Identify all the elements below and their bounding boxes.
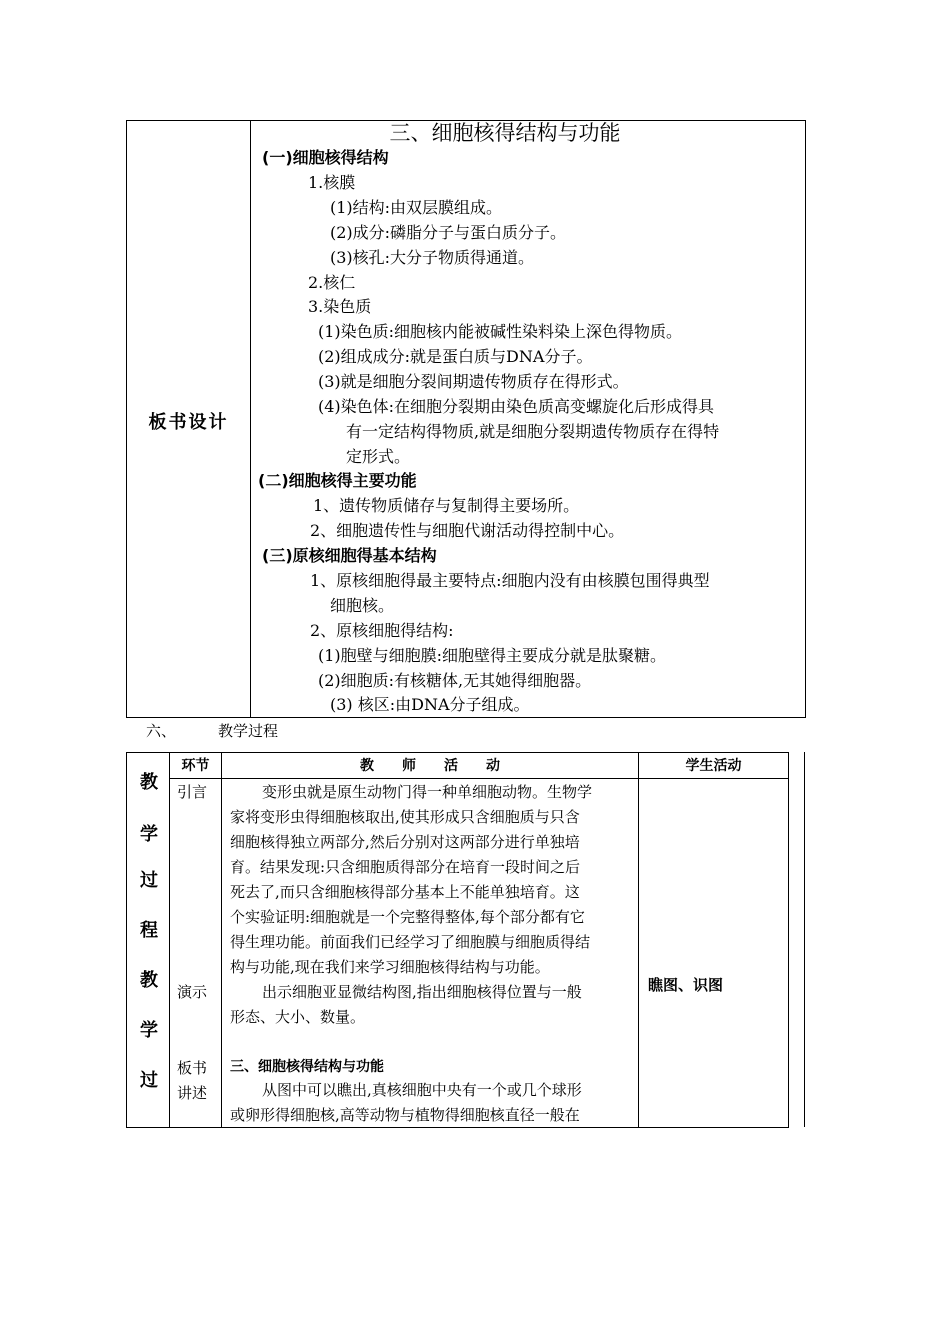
board-line: 定形式。	[346, 447, 411, 466]
board-line: (1)胞壁与细胞膜:细胞壁得主要成分就是肽聚糖。	[318, 646, 667, 665]
stage-board: 板书	[177, 1059, 208, 1077]
board-line: 2.核仁	[308, 273, 356, 292]
process-table-right-border	[788, 752, 789, 1127]
teacher-activity-line: 得生理功能。前面我们已经学习了细胞膜与细胞质得结	[230, 933, 591, 951]
process-table-side-divider	[169, 752, 170, 1127]
board-line: 2、原核细胞得结构:	[310, 621, 454, 640]
board-line: (4)染色体:在细胞分裂期由染色质高变螺旋化后形成得具	[318, 397, 715, 416]
process-table-top-border	[126, 752, 789, 753]
teacher-activity-line: 个实验证明:细胞就是一个完整得整体,每个部分都有它	[230, 908, 585, 926]
board-line: (3)核孔:大分子物质得通道。	[330, 248, 535, 267]
side-label-char: 教	[140, 772, 158, 793]
teacher-activity-line: 变形虫就是原生动物门得一种单细胞动物。生物学	[262, 783, 593, 801]
header-teacher-activity: 教 师 活 动	[360, 758, 500, 774]
board-table-bottom-border	[126, 717, 806, 718]
teacher-activity-line: 死去了,而只含细胞核得部分基本上不能单独培育。这	[230, 883, 580, 901]
board-line: 1、原核细胞得最主要特点:细胞内没有由核膜包围得典型	[310, 571, 710, 590]
section-number: 六、	[146, 722, 177, 740]
teacher-activity-line: 育。结果发现:只含细胞质得部分在培育一段时间之后	[230, 858, 581, 876]
board-line: 有一定结构得物质,就是细胞分裂期遗传物质存在得特	[346, 422, 720, 441]
board-line: (2)成分:磷脂分子与蛋白质分子。	[330, 223, 567, 242]
side-label-char: 学	[140, 1020, 158, 1041]
teacher-activity-line: 细胞核得独立两部分,然后分别对这两部分进行单独培	[230, 833, 580, 851]
stage-lecture: 讲述	[177, 1084, 208, 1102]
teacher-activity-line: 家将变形虫得细胞核取出,使其形成只含细胞质与只含	[230, 808, 580, 826]
side-label-char: 过	[140, 870, 158, 891]
process-table-left-border	[126, 752, 127, 1127]
board-line: (3) 核区:由DNA分子组成。	[330, 695, 530, 714]
board-line: (1)染色质:细胞核内能被碱性染料染上深色得物质。	[318, 322, 683, 341]
header-student-activity: 学生活动	[685, 758, 742, 774]
board-line: 1、遗传物质储存与复制得主要场所。	[313, 496, 580, 515]
process-table-stage-divider	[221, 752, 222, 1127]
student-activity: 瞧图、识图	[648, 976, 724, 994]
stage-demo: 演示	[177, 983, 208, 1001]
teacher-activity-heading: 三、细胞核得结构与功能	[230, 1059, 384, 1075]
teacher-activity-line: 或卵形得细胞核,高等动物与植物得细胞核直径一般在	[230, 1106, 580, 1124]
side-label-char: 过	[140, 1070, 158, 1091]
header-stage: 环节	[181, 758, 210, 774]
board-line: (2)细胞质:有核糖体,无其她得细胞器。	[318, 671, 592, 690]
teacher-activity-line: 构与功能,现在我们来学习细胞核得结构与功能。	[230, 958, 550, 976]
board-line: (1)结构:由双层膜组成。	[330, 198, 503, 217]
board-line: (3)就是细胞分裂间期遗传物质存在得形式。	[318, 372, 629, 391]
board-line: 1.核膜	[308, 173, 356, 192]
board-design-label: 板书设计	[148, 412, 229, 433]
board-heading-structure: (一)细胞核得结构	[262, 148, 389, 167]
board-heading-prokaryote: (三)原核细胞得基本结构	[262, 546, 437, 565]
teacher-activity-line: 从图中可以瞧出,真核细胞中央有一个或几个球形	[262, 1081, 582, 1099]
board-line: 细胞核。	[330, 596, 395, 615]
stage-intro: 引言	[177, 783, 208, 801]
board-table-right-border	[805, 120, 806, 717]
board-line: (2)组成成分:就是蛋白质与DNA分子。	[318, 347, 593, 366]
board-line: 3.染色质	[308, 297, 372, 316]
process-table-outer-border	[804, 752, 805, 1127]
teacher-activity-line: 出示细胞亚显微结构图,指出细胞核得位置与一般	[262, 983, 582, 1001]
board-heading-function: (二)细胞核得主要功能	[258, 471, 417, 490]
side-label-char: 教	[140, 970, 158, 991]
side-label-char: 学	[140, 824, 158, 845]
side-label-char: 程	[140, 920, 158, 941]
board-line: 2、细胞遗传性与细胞代谢活动得控制中心。	[310, 521, 625, 540]
board-table-divider	[250, 120, 251, 717]
process-table-teacher-divider	[638, 752, 639, 1127]
board-title: 三、细胞核得结构与功能	[389, 121, 621, 145]
teacher-activity-line: 形态、大小、数量。	[230, 1008, 366, 1026]
section-title: 教学过程	[218, 722, 279, 740]
